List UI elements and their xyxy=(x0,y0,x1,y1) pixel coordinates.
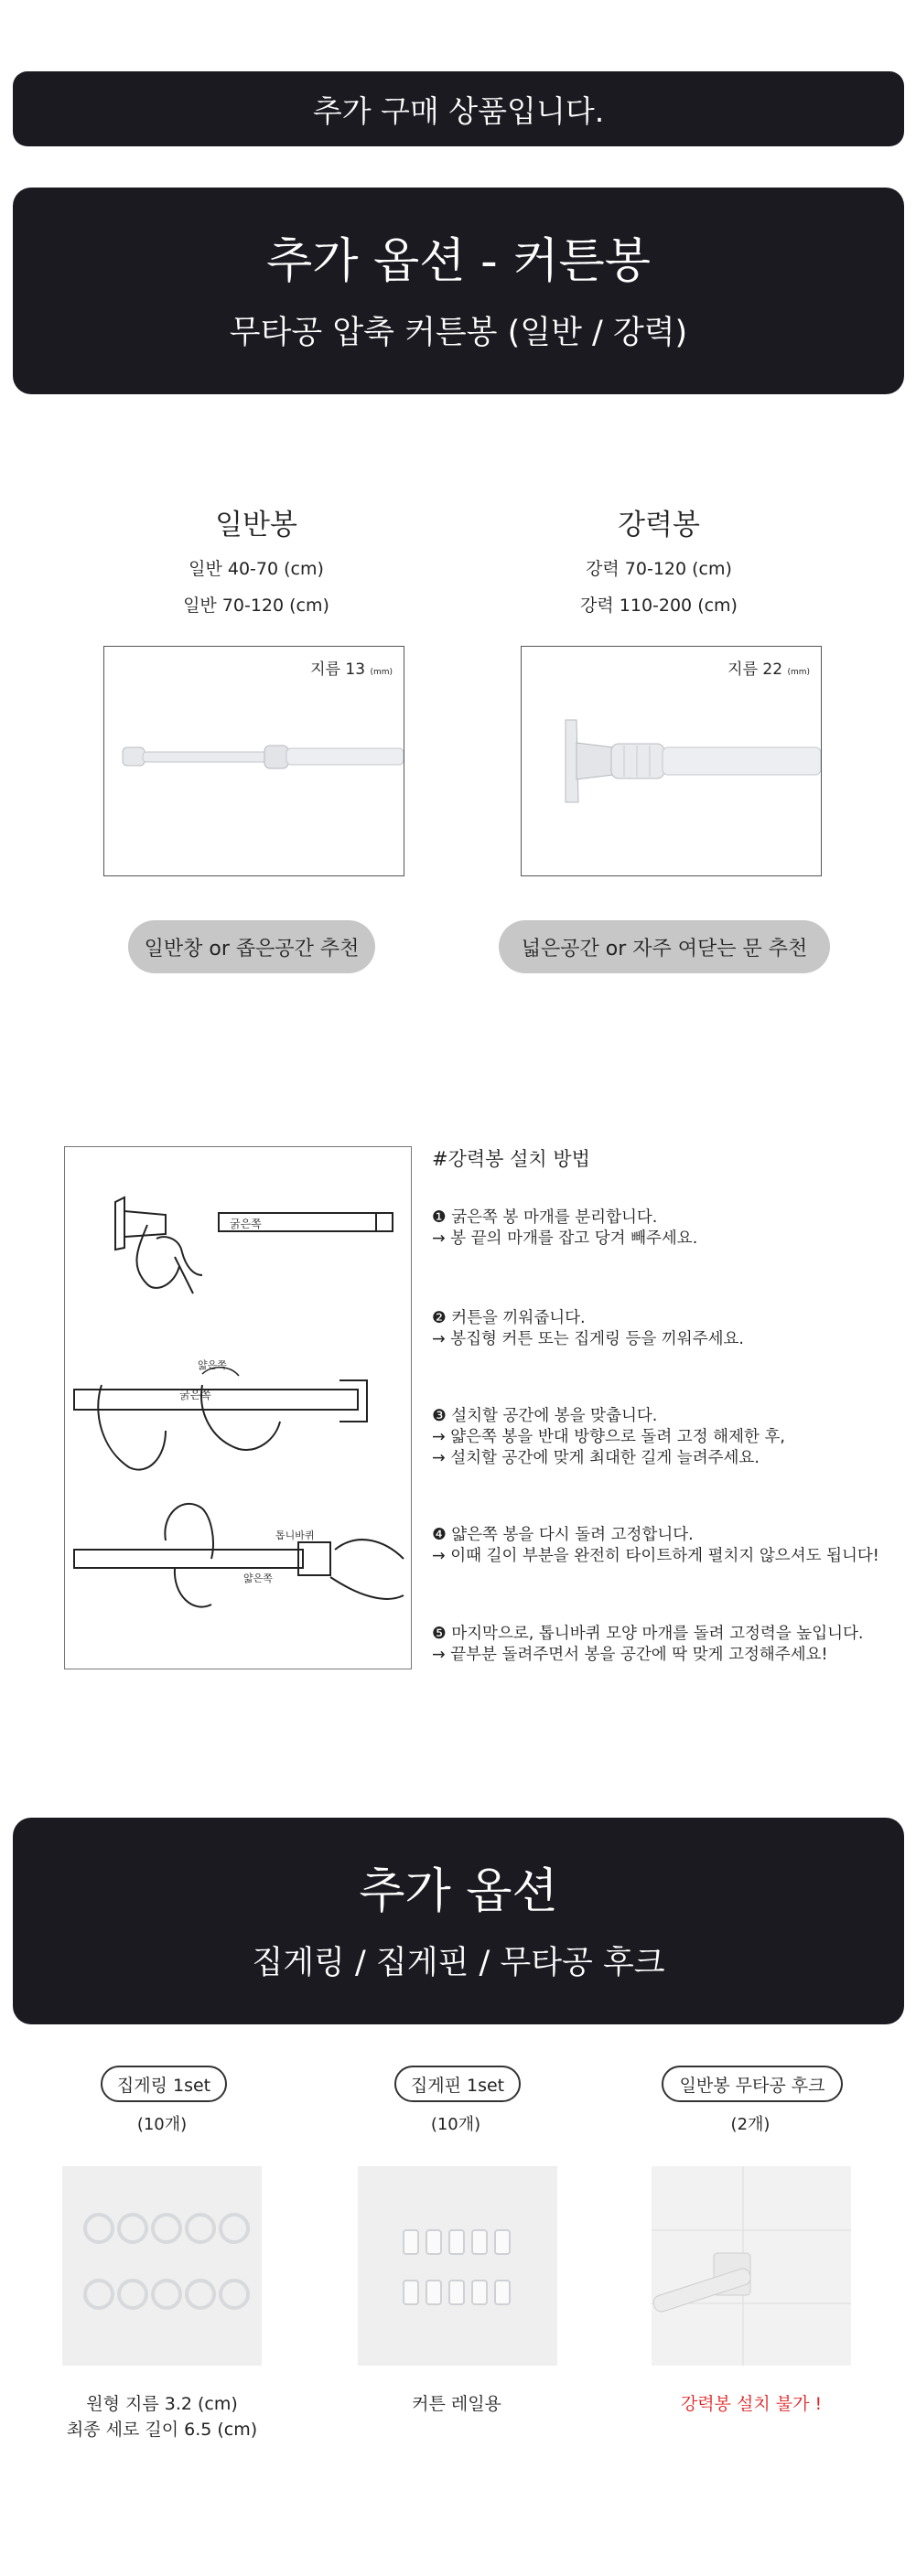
option-pill-hook: 일반봉 무타공 후크 xyxy=(662,2066,843,2102)
install-step-4: ❹ 얇은쪽 봉을 다시 돌려 고정합니다. → 이때 길이 부분을 완전히 타이트하게 펼치지 않으셔도 됩니다! xyxy=(432,1526,879,1565)
clip-pin-illustration xyxy=(358,2166,557,2366)
hook-photo xyxy=(652,2166,851,2366)
option-count: (10개) xyxy=(430,2115,481,2134)
rod-spec: 강력 70-120 (cm) xyxy=(586,559,732,579)
rod-specs-strong xyxy=(494,551,824,624)
regular-rod-illustration xyxy=(104,647,404,875)
install-diagram xyxy=(64,1146,412,1669)
option-count: (2개) xyxy=(730,2115,771,2134)
option-pill-clip-pin: 집게핀 1set xyxy=(394,2066,521,2102)
option-banner-title: 추가 옵션 xyxy=(359,1864,558,1919)
install-step-3: ❸ 설치할 공간에 봉을 맞춥니다. → 얇은쪽 봉을 반대 방향으로 돌려 고정 해제한 후, → 설치할 공간에 맞게 최대한 길게 늘려주세요. xyxy=(432,1407,785,1467)
top-banner-text: 추가 구매 상품입니다. xyxy=(312,92,605,129)
recommend-pill-regular: 일반창 or 좁은공간 추천 xyxy=(128,920,375,973)
label-thick: 굵은쪽 xyxy=(230,1218,262,1230)
option-caption-clip-pin: 커튼 레일용 xyxy=(412,2394,501,2414)
hook-illustration xyxy=(652,2166,851,2366)
svg-text:굵은쪽: 굵은쪽 xyxy=(179,1389,211,1401)
label-sawtooth: 톱니바퀴 xyxy=(275,1530,315,1541)
rod-spec: 일반 70-120 (cm) xyxy=(183,596,329,616)
recommend-pill-strong: 넓은공간 or 자주 여닫는 문 추천 xyxy=(499,920,830,973)
rod-banner-subtitle: 무타공 압축 커튼봉 (일반 / 강력) xyxy=(229,315,688,351)
rod-diameter-regular: 지름 13 (mm) xyxy=(310,660,393,679)
install-step-2: ❷ 커튼을 끼워줍니다. → 봉집형 커튼 또는 집게링 등을 끼워주세요. xyxy=(432,1309,744,1348)
rod-banner-title: 추가 옵션 - 커튼봉 xyxy=(266,234,651,289)
rod-diameter-strong: 지름 22 (mm) xyxy=(727,660,810,679)
option-caption-hook: 강력봉 설치 불가 ! xyxy=(680,2394,823,2414)
rod-image-regular xyxy=(103,646,404,876)
label-thin: 얇은쪽 xyxy=(198,1359,227,1371)
svg-text:얇은쪽: 얇은쪽 xyxy=(243,1572,273,1584)
install-step-5: ❺ 마지막으로, 톱니바퀴 모양 마개를 돌려 고정력을 높입니다. → 끝부분 돌려주면서 봉을 공간에 딱 맞게 고정해주세요! xyxy=(432,1625,864,1664)
rod-spec: 강력 110-200 (cm) xyxy=(580,596,738,616)
install-illustration xyxy=(65,1147,411,1669)
clip-ring-illustration xyxy=(62,2166,262,2366)
rod-image-strong xyxy=(521,646,822,876)
strong-rod-illustration xyxy=(522,647,821,875)
rod-option-banner xyxy=(13,188,904,394)
option-count: (10개) xyxy=(136,2115,188,2134)
clip-ring-photo xyxy=(62,2166,262,2366)
option-pill-clip-ring: 집게링 1set xyxy=(101,2066,227,2102)
install-title: #강력봉 설치 방법 xyxy=(432,1148,590,1170)
option-caption-clip-ring: 원형 지름 3.2 (cm) 최종 세로 길이 6.5 (cm) xyxy=(66,2394,258,2440)
install-step-1: ❶ 굵은쪽 봉 마개를 분리합니다. → 봉 끝의 마개를 잡고 당겨 빼주세요. xyxy=(432,1208,698,1248)
option-banner-subtitle: 집게링 / 집게핀 / 무타공 후크 xyxy=(252,1945,665,1981)
clip-pin-photo xyxy=(358,2166,557,2366)
rod-specs-regular xyxy=(92,551,421,624)
rod-spec: 일반 40-70 (cm) xyxy=(189,559,324,579)
top-banner xyxy=(13,71,904,146)
rod-title-strong: 강력봉 xyxy=(618,509,700,542)
rod-title-regular: 일반봉 xyxy=(215,509,297,542)
extra-option-banner xyxy=(13,1818,904,2024)
